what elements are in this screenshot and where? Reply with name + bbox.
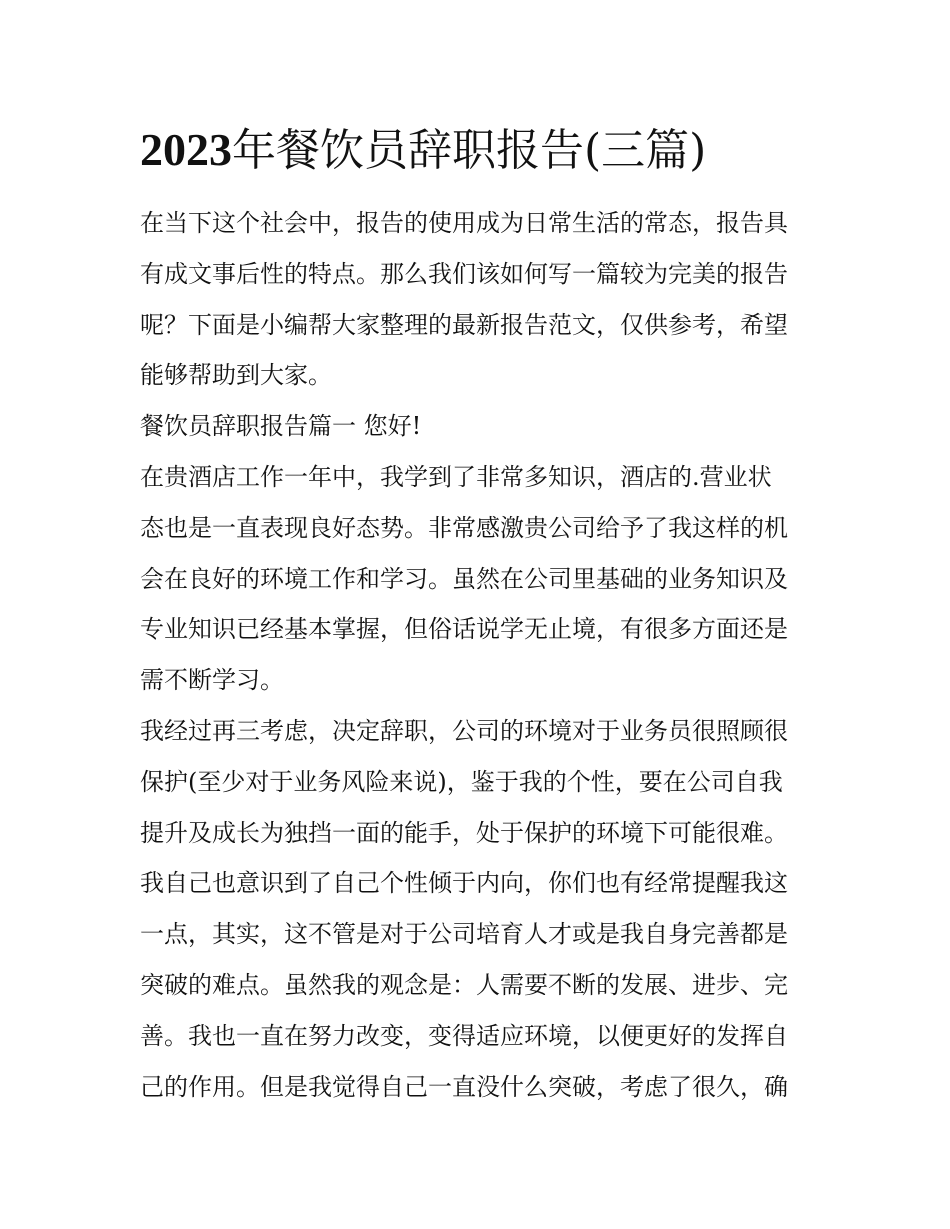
- paragraph-2-line-4: 我自己也意识到了自己个性倾于内向，你们也有经常提醒我这: [140, 869, 788, 898]
- paragraph-2-line-6: 突破的难点。虽然我的观念是：人需要不断的发展、进步、完: [140, 970, 788, 999]
- paragraph-1-line-2: 态也是一直表现良好态势。非常感激贵公司给予了我这样的机: [140, 513, 788, 542]
- paragraph-1-line-1: 在贵酒店工作一年中，我学到了非常多知识，酒店的.营业状: [140, 462, 772, 491]
- intro-line-1: 在当下这个社会中，报告的使用成为日常生活的常态，报告具: [140, 209, 788, 237]
- title-text: 年餐饮员辞职报告(三篇): [232, 125, 707, 176]
- paragraph-2-line-8: 己的作用。但是我觉得自己一直没什么突破，考虑了很久，确: [140, 1072, 788, 1101]
- paragraph-2-line-1: 我经过再三考虑，决定辞职，公司的环境对于业务员很照顾很: [140, 716, 788, 745]
- intro-line-2: 有成文事后性的特点。那么我们该如何写一篇较为完美的报告: [140, 259, 788, 288]
- title-year: 2023: [140, 124, 232, 175]
- intro-line-3: 呢？下面是小编帮大家整理的最新报告范文，仅供参考，希望: [140, 310, 788, 339]
- paragraph-1-line-5: 需不断学习。: [140, 666, 284, 695]
- paragraph-2-line-2: 保护(至少对于业务风险来说)，鉴于我的个性，要在公司自我: [140, 767, 783, 796]
- paragraph-2-line-5: 一点，其实，这不管是对于公司培育人才或是我自身完善都是: [140, 920, 788, 949]
- paragraph-1-line-3: 会在良好的环境工作和学习。虽然在公司里基础的业务知识及: [140, 564, 788, 593]
- paragraph-2-line-7: 善。我也一直在努力改变，变得适应环境，以便更好的发挥自: [140, 1021, 788, 1050]
- section-heading: 餐饮员辞职报告篇一 您好!: [140, 412, 422, 441]
- paragraph-1-line-4: 专业知识已经基本掌握，但俗话说学无止境，有很多方面还是: [140, 615, 788, 644]
- intro-line-4: 能够帮助到大家。: [140, 361, 332, 390]
- document-body: [140, 198, 812, 1112]
- document-title: [140, 118, 820, 188]
- paragraph-2-line-3: 提升及成长为独挡一面的能手，处于保护的环境下可能很难。: [140, 818, 788, 847]
